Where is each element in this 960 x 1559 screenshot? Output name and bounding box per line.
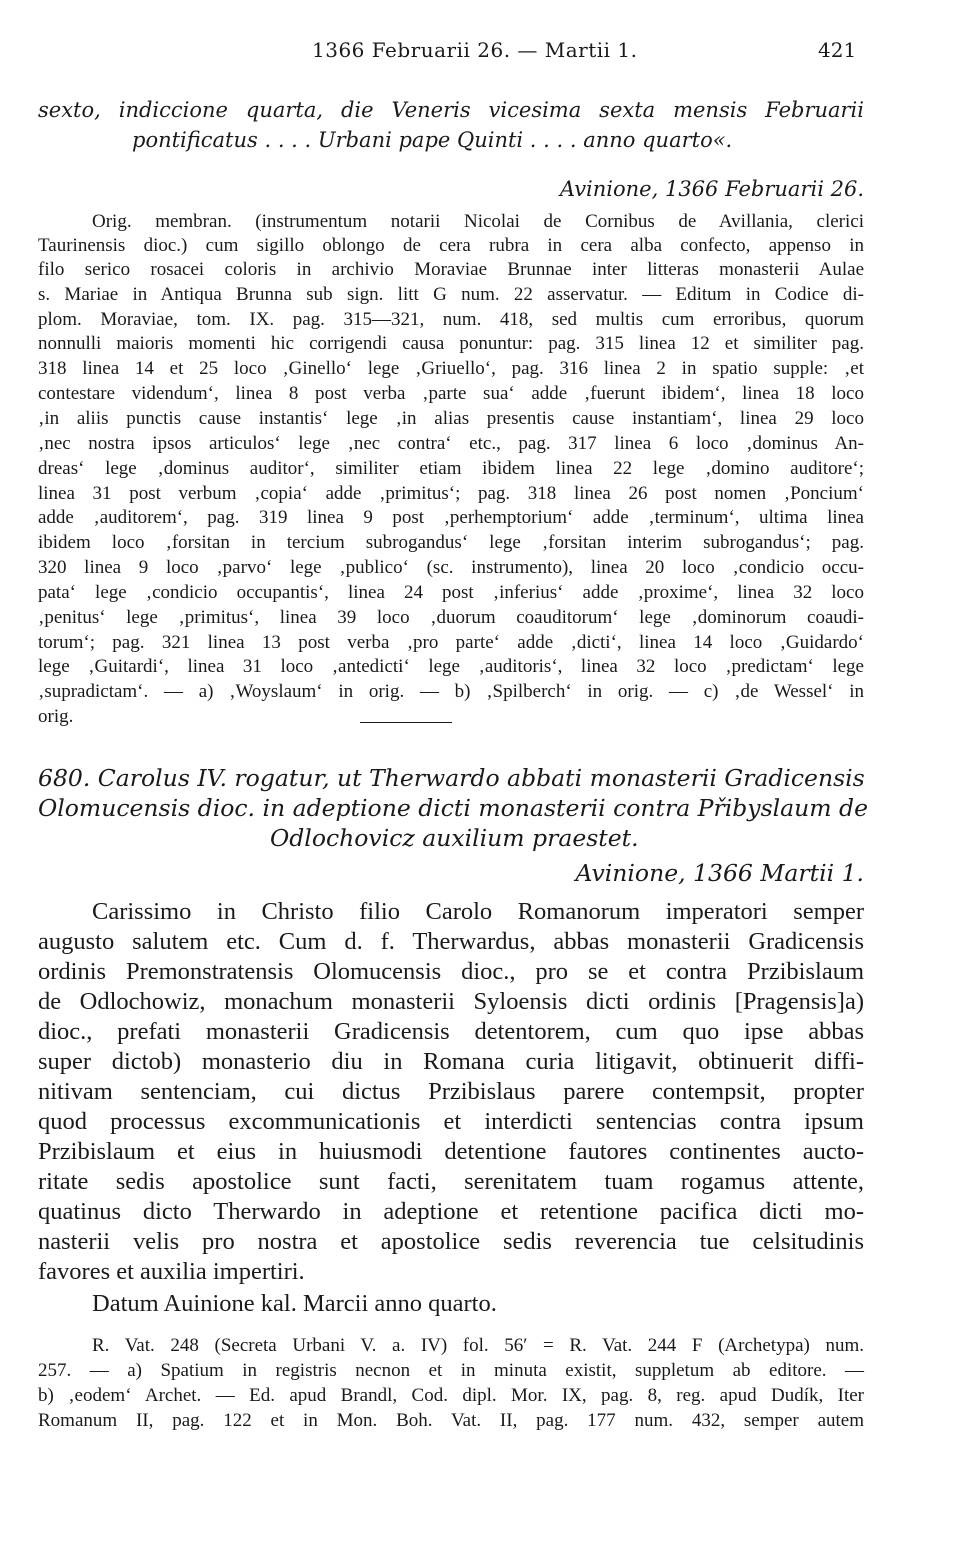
- note-line: linea 31 post verbum ‚copia‘ adde ‚primitus‘; pag. 318 linea 26 post nomen ‚Poncium‘: [38, 483, 864, 504]
- page-number: 421: [818, 38, 857, 62]
- note-line: ‚supradictam‘. — a) ‚Woyslaum‘ in orig. — b) ‚Spilberch‘ in orig. — c) ‚de Wessel‘ in: [38, 681, 864, 702]
- note-line: pata‘ lege ‚condicio occupantis‘, linea 24 post ‚inferius‘ adde ‚proxime‘, linea 32 loco: [38, 582, 864, 603]
- body-line: ritate sedis apostolice sunt facti, serenitatem tuam rogamus attente,: [38, 1168, 864, 1195]
- body-line: nitivam sentenciam, cui dictus Przibislaus parere contempsit, propter: [38, 1078, 864, 1105]
- prev-text-line: sexto, indiccione quarta, die Veneris vicesima sexta mensis Februarii: [38, 98, 864, 122]
- body-line: favores et auxilia impertiri.: [38, 1258, 305, 1285]
- note-line: b) ‚eodem‘ Archet. — Ed. apud Brandl, Cod. dipl. Mor. IX, pag. 8, reg. apud Dudík, Iter: [38, 1385, 864, 1406]
- note-line: Romanum II, pag. 122 et in Mon. Boh. Vat. II, pag. 177 num. 432, semper autem: [38, 1410, 864, 1431]
- note-line: ibidem loco ‚forsitan in tercium subrogandus‘ lege ‚forsitan interim subrogandus‘; pag.: [38, 532, 864, 553]
- body-line: Carissimo in Christo filio Carolo Romanorum imperatori semper: [92, 898, 864, 925]
- body-line: Przibislaum et eius in huiusmodi detentione fautores continentes aucto-: [38, 1138, 864, 1165]
- note-line: 320 linea 9 loco ‚parvo‘ lege ‚publico‘ (sc. instrumento), linea 20 loco ‚condicio occu-: [38, 557, 864, 578]
- note-line: R. Vat. 248 (Secreta Urbani V. a. IV) fol. 56′ = R. Vat. 244 F (Archetypa) num.: [92, 1335, 864, 1356]
- note-line: Taurinensis dioc.) cum sigillo oblongo de cera rubra in cera alba confecto, appenso in: [38, 235, 864, 256]
- body-line: super dictob) monasterio diu in Romana curia litigavit, obtinuerit diffi-: [38, 1048, 864, 1075]
- note-line: dreas‘ lege ‚dominus auditor‘, similiter etiam ibidem linea 22 lege ‚domino auditore‘;: [38, 458, 864, 479]
- document-dateline: Avinione, 1366 Martii 1.: [575, 859, 864, 887]
- body-line: de Odlochowiz, monachum monasterii Syloensis dicti ordinis [Pragensis]a): [38, 988, 864, 1015]
- document-heading-line: 680. Carolus IV. rogatur, ut Therwardo abbati monasterii Gradicensis: [38, 764, 865, 792]
- note-line: ‚in aliis punctis cause instantis‘ lege ‚in alias presentis cause instantiam‘, linea 29 loco: [38, 408, 864, 429]
- note-line: ‚penitus‘ lege ‚primitus‘, linea 39 loco ‚duorum coauditorum‘ lege ‚dominorum coaudi-: [38, 607, 864, 628]
- separator-rule: [360, 722, 452, 723]
- note-line: 318 linea 14 et 25 loco ‚Ginello‘ lege ‚Griuello‘, pag. 316 linea 2 in spatio supple: ‚et: [38, 358, 864, 379]
- body-line: ordinis Premonstratensis Olomucensis dioc., pro se et contra Przibislaum: [38, 958, 864, 985]
- document-heading-line: Odlochovicz auxilium praestet.: [270, 824, 639, 852]
- document-heading-line: Olomucensis dioc. in adeptione dicti monasterii contra Přibyslaum de: [38, 794, 868, 822]
- note-line: torum‘; pag. 321 linea 13 post verba ‚pro parte‘ adde ‚dicti‘, linea 14 loco ‚Guidardo‘: [38, 632, 864, 653]
- note-line: s. Mariae in Antiqua Brunna sub sign. litt G num. 22 asservatur. — Editum in Codice di-: [38, 284, 864, 305]
- body-line: dioc., prefati monasterii Gradicensis detentorem, cum quo ipse abbas: [38, 1018, 864, 1045]
- note-line: ‚nec nostra ipsos articulos‘ lege ‚nec contra‘ etc., pag. 317 linea 6 loco ‚dominus An-: [38, 433, 864, 454]
- prev-dateline: Avinione, 1366 Februarii 26.: [559, 177, 864, 201]
- note-line: contestare videndum‘, linea 8 post verba ‚parte sua‘ adde ‚fuerunt ibidem‘, linea 18 loco: [38, 383, 864, 404]
- running-head-title: 1366 Februarii 26. — Martii 1.: [312, 38, 638, 62]
- note-line: orig.: [38, 706, 74, 727]
- body-line: quatinus dicto Therwardo in adeptione et retentione pacifica dicti mo-: [38, 1198, 864, 1225]
- note-line: 257. — a) Spatium in registris necnon et in minuta existit, suppletum ab editore. —: [38, 1360, 864, 1381]
- prev-text-line: pontificatus . . . . Urbani pape Quinti . . . . anno quarto«.: [132, 128, 733, 152]
- note-line: adde ‚auditorem‘, pag. 319 linea 9 post ‚perhemptorium‘ adde ‚terminum‘, ultima linea: [38, 507, 864, 528]
- datum-line: Datum Auinione kal. Marcii anno quarto.: [92, 1290, 497, 1317]
- note-line: Orig. membran. (instrumentum notarii Nicolai de Cornibus de Avillania, clerici: [92, 211, 864, 232]
- note-line: nonnulli maioris momenti hic corrigendi causa ponuntur: pag. 315 linea 12 et similiter pag.: [38, 333, 864, 354]
- body-line: quod processus excommunicationis et interdicti sentencias contra ipsum: [38, 1108, 864, 1135]
- note-line: filo serico rosacei coloris in archivio Moraviae Brunnae inter litteras monasterii Aulae: [38, 259, 864, 280]
- note-line: lege ‚Guitardi‘, linea 31 loco ‚antedicti‘ lege ‚auditoris‘, linea 32 loco ‚predictam‘ lege: [38, 656, 864, 677]
- running-head: [0, 38, 960, 68]
- note-line: plom. Moraviae, tom. IX. pag. 315—321, num. 418, sed multis cum erroribus, quorum: [38, 309, 864, 330]
- body-line: nasterii velis pro nostra et apostolice sedis reverencia tue celsitudinis: [38, 1228, 864, 1255]
- body-line: augusto salutem etc. Cum d. f. Therwardus, abbas monasterii Gradicensis: [38, 928, 864, 955]
